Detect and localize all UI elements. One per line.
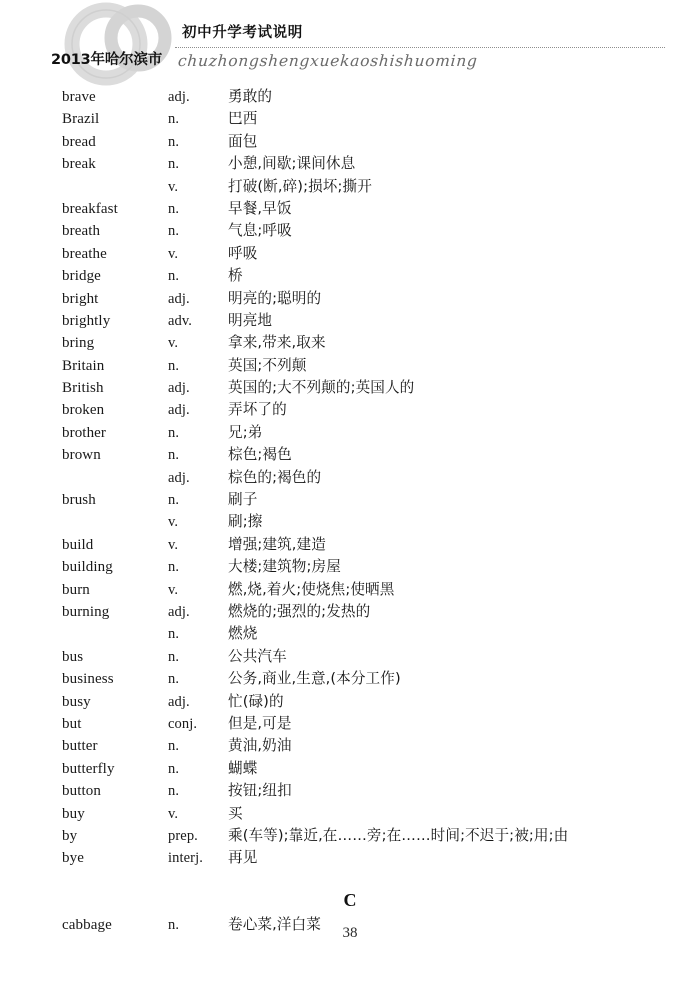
entry-part-of-speech: v. bbox=[168, 805, 179, 822]
entry-definition: 公务,商业,生意,(本分工作) bbox=[228, 670, 401, 688]
entry-part-of-speech: adj. bbox=[168, 89, 190, 105]
vocabulary-row bbox=[0, 601, 700, 623]
vocabulary-row bbox=[0, 623, 700, 645]
vocabulary-row bbox=[0, 444, 700, 466]
entry-part-of-speech: n. bbox=[168, 626, 180, 643]
vocabulary-row bbox=[0, 534, 700, 556]
vocabulary-row bbox=[0, 803, 700, 825]
entry-part-of-speech: adj. bbox=[168, 469, 190, 486]
entry-part-of-speech: adj. bbox=[168, 693, 190, 710]
entry-part-of-speech: n. bbox=[168, 671, 180, 688]
entry-word: but bbox=[62, 715, 82, 732]
entry-word: breakfast bbox=[62, 200, 118, 217]
entry-part-of-speech: adj. bbox=[168, 380, 190, 397]
entry-definition: 刷;擦 bbox=[228, 513, 263, 531]
entry-word: bridge bbox=[62, 268, 101, 285]
vocabulary-row bbox=[0, 735, 700, 757]
entry-word: bus bbox=[62, 648, 84, 665]
entry-part-of-speech: n. bbox=[168, 424, 180, 441]
entry-word: brown bbox=[62, 447, 101, 464]
entry-word: British bbox=[62, 380, 104, 397]
entry-part-of-speech: n. bbox=[168, 156, 180, 173]
entry-word: busy bbox=[62, 693, 91, 710]
section-letter: C bbox=[343, 890, 357, 911]
entry-definition: 燃烧 bbox=[228, 625, 258, 643]
entry-word: butter bbox=[62, 738, 98, 755]
vocabulary-row bbox=[0, 646, 700, 668]
entry-word: break bbox=[62, 156, 96, 173]
vocabulary-row bbox=[0, 713, 700, 735]
entry-part-of-speech: n. bbox=[168, 447, 180, 464]
entry-word: breath bbox=[62, 223, 101, 240]
header-pinyin-subtitle: chuzhongshengxuekaoshishuoming bbox=[177, 52, 479, 70]
entry-part-of-speech: n. bbox=[168, 133, 180, 150]
entry-definition: 英国的;大不列颠的;英国人的 bbox=[228, 379, 415, 397]
entry-word: brightly bbox=[62, 312, 111, 329]
page-header bbox=[0, 0, 700, 86]
entry-definition: 英国;不列颠 bbox=[228, 356, 307, 374]
entry-definition: 弄坏了的 bbox=[228, 401, 287, 419]
entry-part-of-speech: n. bbox=[168, 268, 180, 285]
entry-definition: 巴西 bbox=[228, 110, 258, 128]
entry-part-of-speech: prep. bbox=[168, 827, 198, 844]
vocabulary-row bbox=[0, 489, 700, 511]
entry-definition: 卷心菜,洋白菜 bbox=[228, 916, 321, 934]
entry-word: brother bbox=[62, 424, 107, 441]
entry-part-of-speech: v. bbox=[168, 536, 179, 553]
entry-part-of-speech: v. bbox=[168, 514, 179, 531]
vocabulary-row bbox=[0, 332, 700, 354]
entry-definition: 棕色的;褐色的 bbox=[228, 468, 322, 486]
vocabulary-row bbox=[0, 780, 700, 802]
vocabulary-entry-list bbox=[0, 86, 700, 937]
vocabulary-row bbox=[0, 467, 700, 489]
vocabulary-row bbox=[0, 847, 700, 869]
entry-word: by bbox=[62, 827, 78, 844]
entry-definition: 小憩,间歇;课间休息 bbox=[228, 155, 356, 173]
vocabulary-row bbox=[0, 176, 700, 198]
entry-part-of-speech: n. bbox=[168, 223, 180, 240]
vocabulary-row bbox=[0, 758, 700, 780]
entry-part-of-speech: adv. bbox=[168, 312, 193, 329]
entry-word: bread bbox=[62, 133, 96, 150]
entry-definition: 再见 bbox=[228, 849, 258, 867]
entry-definition: 呼吸 bbox=[228, 244, 258, 262]
entry-part-of-speech: n. bbox=[168, 200, 180, 217]
entry-definition: 勇敢的 bbox=[228, 88, 273, 105]
vocabulary-row bbox=[0, 556, 700, 578]
entry-word: bring bbox=[62, 335, 95, 352]
entry-definition: 气息;呼吸 bbox=[228, 222, 292, 240]
vocabulary-row bbox=[0, 691, 700, 713]
entry-definition: 早餐,早饭 bbox=[228, 199, 292, 217]
entry-definition: 明亮的;聪明的 bbox=[228, 289, 322, 307]
entry-definition: 但是,可是 bbox=[228, 714, 292, 732]
vocabulary-row bbox=[0, 131, 700, 153]
entry-part-of-speech: v. bbox=[168, 178, 179, 195]
entry-definition: 大楼;建筑物;房屋 bbox=[228, 558, 341, 576]
entry-word: broken bbox=[62, 402, 105, 419]
vocabulary-row bbox=[0, 377, 700, 399]
entry-part-of-speech: adj. bbox=[168, 402, 190, 419]
vocabulary-row bbox=[0, 153, 700, 175]
entry-word: Britain bbox=[62, 357, 105, 374]
vocabulary-row bbox=[0, 825, 700, 847]
entry-word: buy bbox=[62, 805, 85, 822]
entry-definition: 拿来,带来,取来 bbox=[228, 334, 326, 352]
entry-definition: 买 bbox=[228, 804, 243, 822]
vocabulary-row bbox=[0, 668, 700, 690]
entry-part-of-speech: v. bbox=[168, 581, 179, 598]
entry-definition: 面包 bbox=[228, 132, 258, 150]
vocabulary-row bbox=[0, 265, 700, 287]
entry-definition: 乘(车等);靠近,在……旁;在……时间;不迟于;被;用;由 bbox=[228, 826, 569, 844]
entry-word: bye bbox=[62, 850, 84, 867]
entry-part-of-speech: n. bbox=[168, 492, 180, 509]
vocabulary-row bbox=[0, 288, 700, 310]
entry-part-of-speech: v. bbox=[168, 335, 179, 352]
entry-definition: 公共汽车 bbox=[228, 647, 287, 665]
entry-part-of-speech: interj. bbox=[168, 850, 203, 867]
vocabulary-row bbox=[0, 243, 700, 265]
entry-definition: 燃烧的;强烈的;发热的 bbox=[228, 602, 371, 620]
vocabulary-row bbox=[0, 579, 700, 601]
vocabulary-row bbox=[0, 422, 700, 444]
vocabulary-row bbox=[0, 511, 700, 533]
page-number: 38 bbox=[342, 925, 358, 941]
entry-word: brush bbox=[62, 492, 96, 509]
entry-part-of-speech: v. bbox=[168, 245, 179, 262]
entry-part-of-speech: conj. bbox=[168, 715, 198, 732]
entry-definition: 按钮;纽扣 bbox=[228, 782, 292, 800]
entry-word: breathe bbox=[62, 245, 107, 262]
entry-word: building bbox=[62, 559, 113, 576]
entry-definition: 兄;弟 bbox=[228, 423, 263, 441]
entry-part-of-speech: adj. bbox=[168, 290, 190, 307]
entry-definition: 桥 bbox=[228, 267, 243, 285]
entry-word: Brazil bbox=[62, 111, 100, 128]
entry-definition: 燃,烧,着火;使烧焦;使晒黑 bbox=[228, 580, 395, 598]
entry-word: business bbox=[62, 671, 114, 688]
entry-part-of-speech: n. bbox=[168, 760, 180, 777]
entry-part-of-speech: n. bbox=[168, 559, 180, 576]
entry-word: butterfly bbox=[62, 760, 115, 777]
vocabulary-row bbox=[0, 86, 700, 108]
entry-part-of-speech: adj. bbox=[168, 603, 190, 620]
vocabulary-row bbox=[0, 108, 700, 130]
page-title: 初中升学考试说明 bbox=[182, 25, 303, 41]
entry-word: burn bbox=[62, 581, 90, 598]
entry-word: button bbox=[62, 783, 101, 800]
entry-definition: 打破(断,碎);损坏;撕开 bbox=[228, 177, 372, 195]
entry-part-of-speech: n. bbox=[168, 783, 180, 800]
vocabulary-row bbox=[0, 220, 700, 242]
header-year-label: 2013年哈尔滨市 bbox=[51, 52, 163, 68]
entry-part-of-speech: n. bbox=[168, 111, 180, 128]
vocabulary-row bbox=[0, 355, 700, 377]
entry-definition: 增强;建筑,建造 bbox=[228, 535, 326, 553]
entry-definition: 刷子 bbox=[228, 491, 258, 509]
vocabulary-row bbox=[0, 198, 700, 220]
entry-definition: 明亮地 bbox=[228, 311, 273, 329]
section-divider bbox=[0, 892, 700, 914]
entry-definition: 忙(碌)的 bbox=[228, 692, 284, 710]
vocabulary-row bbox=[0, 310, 700, 332]
entry-word: burning bbox=[62, 603, 110, 620]
entry-part-of-speech: n. bbox=[168, 738, 180, 755]
header-dotted-divider bbox=[175, 47, 665, 48]
entry-definition: 黄油,奶油 bbox=[228, 737, 292, 755]
entry-word: cabbage bbox=[62, 917, 112, 934]
entry-definition: 蝴蝶 bbox=[228, 759, 258, 777]
entry-definition: 棕色;褐色 bbox=[228, 446, 292, 464]
entry-part-of-speech: n. bbox=[168, 917, 180, 934]
entry-word: brave bbox=[62, 89, 96, 105]
entry-word: bright bbox=[62, 290, 99, 307]
entry-part-of-speech: n. bbox=[168, 648, 180, 665]
entry-word: build bbox=[62, 536, 94, 553]
entry-part-of-speech: n. bbox=[168, 357, 180, 374]
vocabulary-row bbox=[0, 399, 700, 421]
